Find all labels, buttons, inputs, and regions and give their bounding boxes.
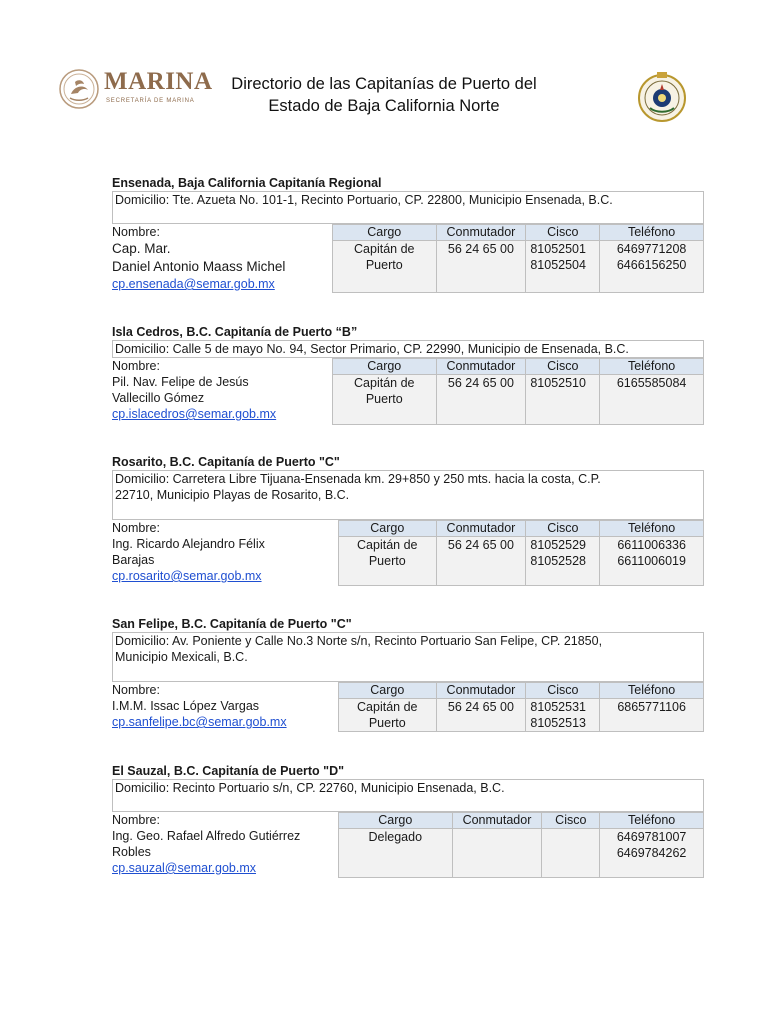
cell-cargo: Capitán de Puerto [339, 537, 437, 586]
header-conmutador: Conmutador [436, 359, 526, 375]
cell-cargo: Capitán de Puerto [333, 375, 437, 425]
name-line: I.M.M. Issac López Vargas [112, 699, 260, 713]
section-rosarito [112, 454, 704, 586]
contact-table [338, 520, 704, 586]
cell-telefono: 6611006336 6611006019 [600, 537, 704, 586]
cell-cisco: 81052501 81052504 [526, 241, 600, 293]
email-link[interactable]: cp.ensenada@semar.gob.mx [112, 277, 275, 291]
name-line: Pil. Nav. Felipe de Jesús [112, 375, 249, 389]
cell-cisco [542, 829, 600, 878]
contact-block [112, 682, 332, 730]
contact-block [112, 224, 332, 292]
header-cargo: Cargo [333, 359, 437, 375]
header-cisco: Cisco [526, 521, 600, 537]
contact-table [338, 682, 704, 732]
nombre-label: Nombre: [112, 683, 160, 697]
cell-cisco: 81052531 81052513 [526, 699, 600, 732]
title-line-2: Estado de Baja California Norte [268, 97, 500, 115]
section-el-sauzal [112, 763, 704, 882]
name-line: Ing. Geo. Rafael Alfredo Gutiérrez [112, 829, 301, 843]
email-link[interactable]: cp.sauzal@semar.gob.mx [112, 861, 257, 875]
nombre-label: Nombre: [112, 225, 160, 239]
mexico-seal-icon [58, 68, 100, 110]
section-title: Ensenada, Baja California Capitanía Regional [112, 176, 382, 190]
cell-conmutador: 56 24 65 00 [436, 537, 526, 586]
contact-block [112, 812, 332, 876]
cell-conmutador: 56 24 65 00 [436, 699, 526, 732]
logo-subtitle: SECRETARÍA DE MARINA [106, 98, 195, 104]
header-cargo: Cargo [339, 521, 437, 537]
email-link[interactable]: cp.sanfelipe.bc@semar.gob.mx [112, 715, 287, 729]
address-box [112, 340, 704, 358]
cell-telefono: 6865771106 [600, 699, 704, 732]
contact-table [332, 224, 704, 293]
section-title: San Felipe, B.C. Capitanía de Puerto "C" [112, 617, 352, 631]
header-cisco: Cisco [526, 683, 600, 699]
logo-wordmark: MARINA [104, 68, 213, 95]
header-conmutador: Conmutador [436, 225, 526, 241]
name-line: Cap. Mar. [112, 241, 171, 256]
address-box [112, 191, 704, 224]
header-conmutador: Conmutador [436, 521, 526, 537]
name-line: Daniel Antonio Maass Michel [112, 259, 286, 274]
title-line-1: Directorio de las Capitanías de Puerto del [231, 75, 537, 93]
cell-cisco: 81052510 [526, 375, 600, 425]
header-telefono: Teléfono [600, 683, 704, 699]
header-conmutador: Conmutador [452, 813, 542, 829]
address-text: Domicilio: Tte. Azueta No. 101-1, Recinto Portuario, CP. 22800, Municipio Ensenada, B.C. [115, 193, 613, 207]
address-text: 22710, Municipio Playas de Rosarito, B.C. [115, 488, 350, 502]
cell-conmutador: 56 24 65 00 [436, 375, 526, 425]
header-cargo: Cargo [333, 225, 437, 241]
name-line: Vallecillo Gómez [112, 391, 205, 405]
name-line: Barajas [112, 553, 155, 567]
address-text: Domicilio: Recinto Portuario s/n, CP. 22760, Municipio Ensenada, B.C. [115, 781, 505, 795]
address-text: Domicilio: Carretera Libre Tijuana-Ensenada km. 29+850 y 250 mts. hacia la costa, C.P. [115, 472, 601, 486]
section-title: Isla Cedros, B.C. Capitanía de Puerto “B” [112, 325, 358, 339]
header-conmutador: Conmutador [436, 683, 526, 699]
email-link[interactable]: cp.rosarito@semar.gob.mx [112, 569, 262, 583]
address-text: Domicilio: Av. Poniente y Calle No.3 Norte s/n, Recinto Portuario San Felipe, CP. 21850, [115, 634, 603, 648]
contact-table [332, 358, 704, 425]
header-cisco: Cisco [526, 225, 600, 241]
cell-cargo: Capitán de Puerto [339, 699, 437, 732]
nombre-label: Nombre: [112, 521, 160, 535]
nombre-label: Nombre: [112, 813, 160, 827]
header-telefono: Teléfono [600, 813, 704, 829]
marina-logo [58, 66, 213, 116]
header-cargo: Cargo [339, 813, 453, 829]
header-telefono: Teléfono [600, 521, 704, 537]
cell-conmutador: 56 24 65 00 [436, 241, 526, 293]
contact-table [338, 812, 704, 878]
header-cisco: Cisco [542, 813, 600, 829]
section-san-felipe [112, 616, 704, 734]
cell-telefono: 6469781007 6469784262 [600, 829, 704, 878]
section-title: Rosarito, B.C. Capitanía de Puerto "C" [112, 455, 340, 469]
section-ensenada [112, 175, 704, 294]
header-cargo: Cargo [339, 683, 437, 699]
address-box [112, 632, 704, 682]
header-telefono: Teléfono [600, 359, 704, 375]
cell-conmutador [452, 829, 542, 878]
cell-telefono: 6165585084 [600, 375, 704, 425]
cell-cargo: Capitán de Puerto [333, 241, 437, 293]
name-line: Robles [112, 845, 151, 859]
contact-block [112, 358, 332, 422]
header-telefono: Teléfono [600, 225, 704, 241]
cell-cisco: 81052529 81052528 [526, 537, 600, 586]
address-box [112, 779, 704, 812]
capitania-emblem-icon [636, 68, 688, 128]
cell-cargo: Delegado [339, 829, 453, 878]
name-line: Ing. Ricardo Alejandro Félix [112, 537, 265, 551]
nombre-label: Nombre: [112, 359, 160, 373]
section-title: El Sauzal, B.C. Capitanía de Puerto "D" [112, 764, 345, 778]
address-box [112, 470, 704, 520]
header-cisco: Cisco [526, 359, 600, 375]
cell-telefono: 6469771208 6466156250 [600, 241, 704, 293]
address-text: Domicilio: Calle 5 de mayo No. 94, Sector Primario, CP. 22990, Municipio de Ensenada, B.C. [115, 342, 629, 356]
section-isla-cedros [112, 324, 704, 424]
contact-block [112, 520, 332, 584]
page-header [0, 0, 768, 150]
page-title [200, 73, 568, 117]
address-text: Municipio Mexicali, B.C. [115, 650, 248, 664]
email-link[interactable]: cp.islacedros@semar.gob.mx [112, 407, 277, 421]
